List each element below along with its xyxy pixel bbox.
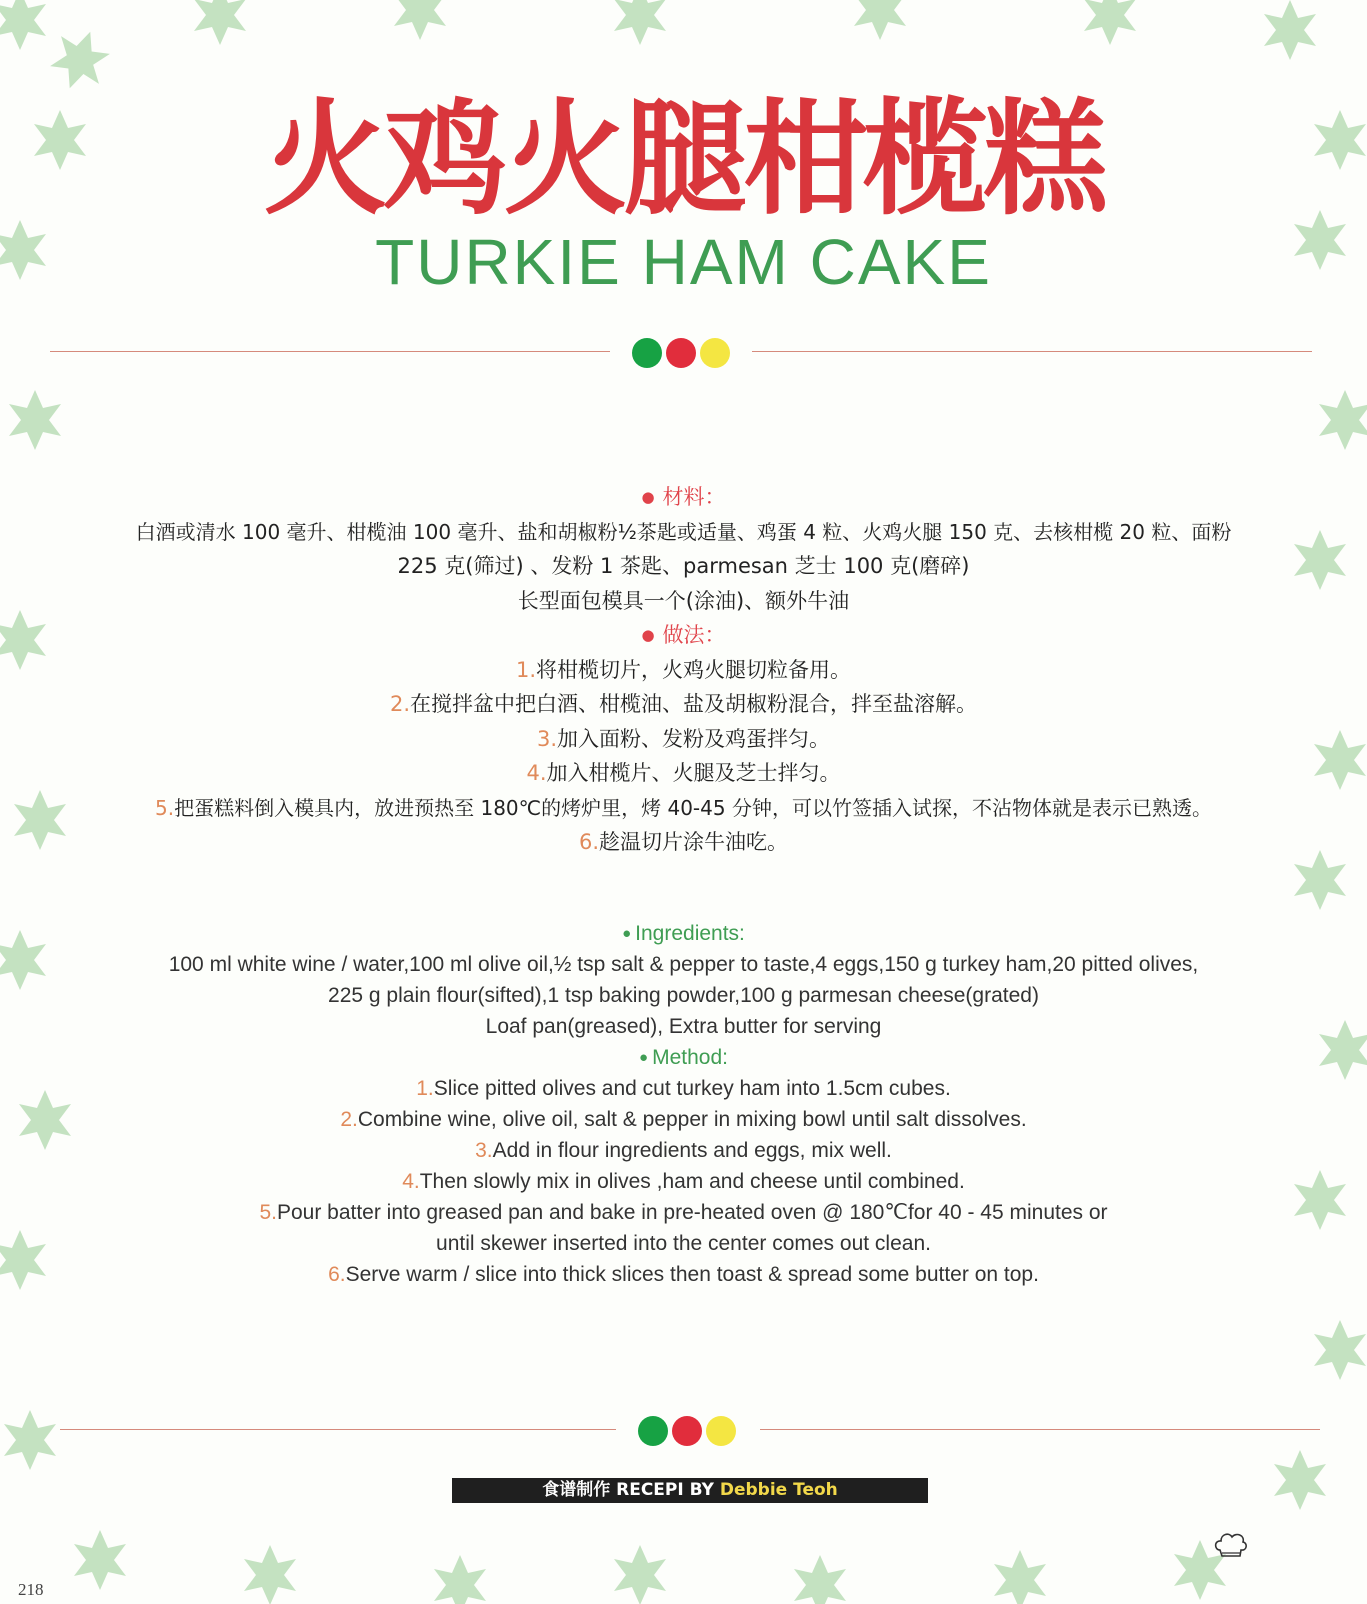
red-dot-icon <box>666 338 696 368</box>
credit-author: Debbie Teoh <box>719 1480 838 1500</box>
recipe-title-chinese: 火鸡火腿柑榄糕 <box>263 88 1104 232</box>
bullet-icon: ● <box>622 925 632 942</box>
bottom-divider <box>0 1410 1367 1450</box>
en-ingredients-heading: ● Ingredients: <box>622 922 745 945</box>
bullet-icon: ● <box>641 626 655 644</box>
divider-line-right <box>760 1429 1320 1430</box>
en-ingredients-line: 225 g plain flour(sifted),1 tsp baking powder,100 g parmesan cheese(grated) <box>328 984 1039 1007</box>
credit-label: 食谱制作 RECEPI BY <box>542 1480 720 1500</box>
en-step: 5.Pour batter into greased pan and bake in pre-heated oven @ 180℃for 40 - 45 minutes or <box>259 1201 1108 1224</box>
en-step: 3.Add in flour ingredients and eggs, mix well. <box>475 1139 892 1162</box>
cn-step: 5.把蛋糕料倒入模具内，放进预热至 180℃的烤炉里，烤 40-45 分钟，可以竹签插入试探，不沾物体就是表示已熟透。 <box>155 795 1212 820</box>
en-step: until skewer inserted into the center comes out clean. <box>436 1232 931 1255</box>
cn-ingredients-line: 225 克(筛过) 、发粉 1 茶匙、parmesan 芝士 100 克(磨碎) <box>397 554 970 578</box>
recipe-title-english: TURKIE HAM CAKE <box>375 226 992 298</box>
divider-line-left <box>50 351 610 352</box>
bullet-icon: ● <box>641 488 655 506</box>
yellow-dot-icon <box>700 338 730 368</box>
chinese-recipe <box>40 480 1327 860</box>
page-number: 218 <box>18 1580 44 1599</box>
en-ingredients-line: 100 ml white wine / water,100 ml olive oil,½ tsp salt & pepper to taste,4 eggs,150 g turkey ham,20 pitted olives, <box>168 953 1199 976</box>
en-ingredients-line: Loaf pan(greased), Extra butter for serving <box>485 1015 882 1038</box>
red-dot-icon <box>672 1416 702 1446</box>
en-method-heading: ● Method: <box>639 1046 728 1069</box>
en-step: 2.Combine wine, olive oil, salt & pepper in mixing bowl until salt dissolves. <box>340 1108 1027 1131</box>
en-step: 4.Then slowly mix in olives ,ham and cheese until combined. <box>402 1170 965 1193</box>
cn-step: 4.加入柑榄片、火腿及芝士拌匀。 <box>526 761 841 785</box>
recipe-credit-bar <box>452 1478 928 1503</box>
green-dot-icon <box>632 338 662 368</box>
en-step: 6.Serve warm / slice into thick slices then toast & spread some butter on top. <box>328 1263 1039 1286</box>
cn-step: 2.在搅拌盆中把白酒、柑榄油、盐及胡椒粉混合，拌至盐溶解。 <box>389 692 978 716</box>
english-recipe <box>40 918 1327 1290</box>
top-divider <box>0 332 1367 372</box>
divider-line-right <box>752 351 1312 352</box>
cn-step: 6.趁温切片涂牛油吃。 <box>578 830 789 854</box>
divider-dots <box>632 338 730 368</box>
cn-ingredients-line: 白酒或清水 100 毫升、柑榄油 100 毫升、盐和胡椒粉½茶匙或适量、鸡蛋 4 粒、火鸡火腿 150 克、去核柑榄 20 粒、面粉 <box>135 519 1232 544</box>
cn-method-heading: ● 做法： <box>641 623 726 647</box>
cn-step: 1.将柑榄切片，火鸡火腿切粒备用。 <box>515 657 852 682</box>
en-step: 1.Slice pitted olives and cut turkey ham into 1.5cm cubes. <box>416 1077 951 1100</box>
divider-dots <box>638 1416 736 1446</box>
yellow-dot-icon <box>706 1416 736 1446</box>
cn-step: 3.加入面粉、发粉及鸡蛋拌匀。 <box>536 726 831 751</box>
bullet-icon: ● <box>639 1049 649 1066</box>
chef-hat-icon <box>1212 1530 1248 1562</box>
cn-ingredients-heading: ● 材料： <box>641 485 726 509</box>
cn-ingredients-line: 长型面包模具一个(涂油)、额外牛油 <box>517 588 850 613</box>
green-dot-icon <box>638 1416 668 1446</box>
divider-line-left <box>60 1429 616 1430</box>
